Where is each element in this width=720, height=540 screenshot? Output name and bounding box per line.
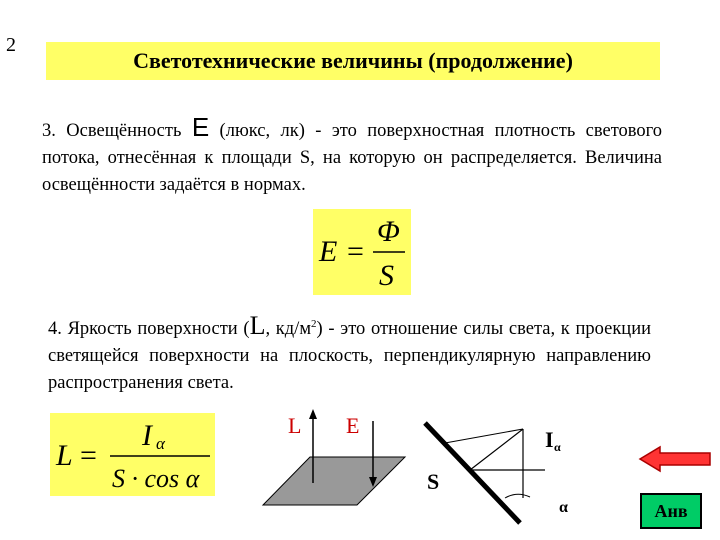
formula1-lhs: E bbox=[319, 235, 338, 268]
formula2-lhs: L bbox=[56, 439, 73, 472]
section-4-text: ) - это отношение силы света, к проекции светящейся поверхности на плоскость, перпендикулярную направлению распространения света. bbox=[48, 319, 652, 393]
diagram-label-E: E bbox=[346, 413, 360, 438]
formula2-eq: = bbox=[80, 439, 97, 472]
section-3-text: (люкс, лк) - это поверхностная плотность светового потока, отнесённая к площади S, на которую он распределяется. Величина освещённости задаётся в нормах. bbox=[42, 121, 663, 195]
formula1-eq: = bbox=[347, 235, 364, 268]
section-4-term: Яркость поверхности bbox=[67, 319, 238, 339]
section-4-symbol: L bbox=[249, 311, 266, 340]
section-3-symbol: Е bbox=[191, 112, 210, 142]
back-arrow-shape bbox=[640, 447, 710, 471]
diagram-label-alpha: α bbox=[559, 499, 568, 516]
formula2-numerator: I bbox=[142, 419, 152, 452]
luminance-formula-svg bbox=[50, 413, 215, 496]
page-number: 2 bbox=[6, 34, 16, 56]
formula1-denominator: S bbox=[379, 259, 394, 292]
section-4-open: ( bbox=[237, 319, 250, 339]
luminance-arrowhead-icon bbox=[309, 409, 317, 419]
section-4-number: 4. bbox=[48, 319, 68, 339]
normal-line bbox=[470, 429, 523, 470]
illuminance-formula-svg bbox=[313, 209, 411, 295]
back-arrow-icon[interactable] bbox=[638, 445, 712, 473]
section-3-term: Освещённость bbox=[66, 121, 182, 141]
section-3-number: 3. bbox=[42, 121, 67, 141]
formula2-numerator-sub: α bbox=[156, 434, 165, 453]
surface-plane bbox=[263, 457, 405, 505]
section-illuminance bbox=[42, 112, 663, 199]
formula1-numerator: Φ bbox=[377, 215, 400, 248]
slide-title-text: Светотехнические величины (продолжение) bbox=[133, 48, 573, 73]
angle-arc bbox=[505, 494, 530, 498]
slide-title bbox=[46, 42, 660, 80]
diagram-label-L: L bbox=[288, 413, 302, 438]
formula2-denominator: S · cos α bbox=[112, 464, 200, 493]
luminance-formula bbox=[50, 413, 215, 496]
diagram-label-I: I bbox=[545, 427, 554, 452]
section-4-unit: , кд/м bbox=[265, 319, 312, 339]
anv-button[interactable] bbox=[640, 493, 702, 529]
section-4-unit-sup: 2 bbox=[311, 317, 317, 330]
diagram-label-S: S bbox=[427, 469, 440, 494]
luminance-diagram bbox=[255, 405, 585, 540]
section-luminance bbox=[48, 311, 652, 397]
ray-line bbox=[445, 429, 523, 443]
diagram-label-I-sub: α bbox=[554, 440, 561, 454]
anv-button-label: Анв bbox=[654, 500, 688, 521]
illuminance-formula bbox=[313, 209, 411, 295]
